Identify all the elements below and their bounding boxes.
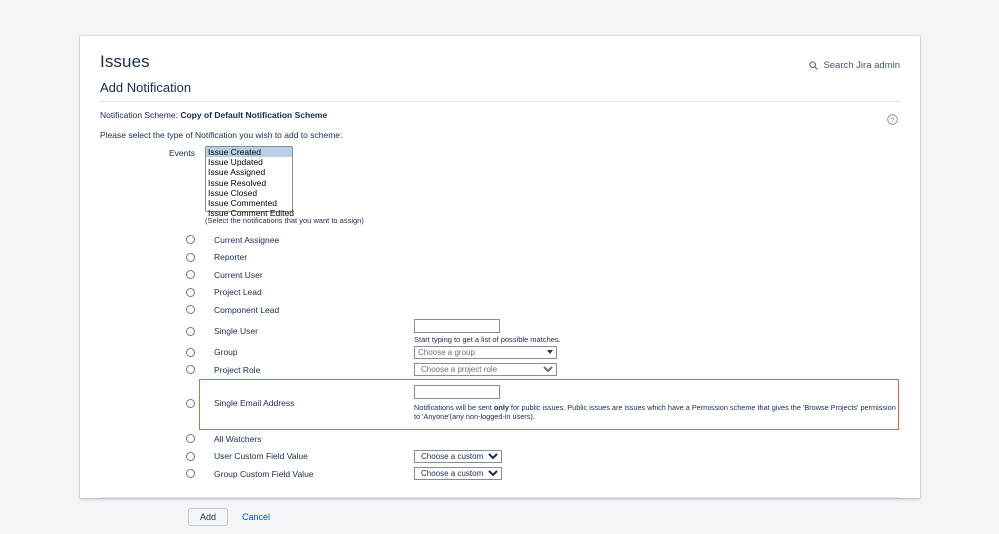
group-select[interactable]: [414, 346, 557, 359]
events-option[interactable]: [206, 198, 292, 208]
events-multiselect[interactable]: [205, 146, 293, 212]
email-desc-after: for public issues. Public issues are issues which have a Permission scheme that gives the 'Browse Projects' permission to 'Anyone'(any non-logged-in users).: [414, 402, 896, 422]
email-desc-before: Notifications will be sent: [414, 402, 494, 412]
recipient-label: Current Assignee: [214, 234, 280, 245]
single-email-address-description: [414, 403, 900, 423]
recipient-label: Group Custom Field Value: [214, 468, 314, 479]
radio-project-lead[interactable]: [186, 288, 195, 297]
radio-group[interactable]: [186, 348, 195, 357]
radio-all-watchers[interactable]: [186, 434, 195, 443]
events-option[interactable]: [206, 188, 292, 198]
add-notification-form: [80, 146, 920, 483]
recipient-label: All Watchers: [214, 433, 262, 444]
notification-scheme-line: [80, 102, 920, 120]
svg-text:?: ?: [890, 116, 895, 124]
user-custom-field-select[interactable]: [414, 450, 502, 463]
search-jira-admin[interactable]: [809, 60, 900, 71]
recipient-row-project-lead[interactable]: [100, 284, 900, 302]
form-footer: [80, 498, 920, 526]
recipient-label: Single Email Address: [214, 398, 295, 409]
radio-reporter[interactable]: [186, 253, 195, 262]
recipient-label: Component Lead: [214, 304, 280, 315]
radio-current-assignee[interactable]: [186, 235, 195, 244]
events-option[interactable]: [206, 167, 292, 177]
recipient-row-group[interactable]: [100, 344, 900, 362]
notification-scheme-value: Copy of Default Notification Scheme: [180, 110, 328, 120]
events-row: [100, 146, 900, 225]
recipient-label: Project Lead: [214, 287, 262, 298]
single-email-address-block: [100, 379, 900, 431]
radio-current-user[interactable]: [186, 270, 195, 279]
page-title: Issues: [100, 52, 150, 71]
recipient-row-current-user[interactable]: [100, 266, 900, 284]
recipient-options: [100, 231, 900, 483]
project-role-select[interactable]: [414, 363, 557, 376]
recipient-label: Current User: [214, 269, 263, 280]
single-user-input[interactable]: [414, 319, 500, 333]
radio-project-role[interactable]: [186, 365, 195, 374]
radio-single-email-address[interactable]: [186, 399, 195, 408]
add-button[interactable]: Add: [188, 508, 228, 526]
notification-scheme-label: Notification Scheme:: [100, 110, 178, 120]
radio-group-custom-field-value[interactable]: [186, 469, 195, 478]
events-label: Events: [169, 148, 195, 158]
admin-page-panel: [80, 36, 920, 522]
instruction-text: Please select the type of Notification you wish to add to scheme:: [100, 130, 343, 140]
events-option[interactable]: [206, 178, 292, 188]
recipient-row-current-assignee[interactable]: [100, 231, 900, 249]
events-option[interactable]: [206, 147, 292, 157]
recipient-row-all-watchers[interactable]: [100, 430, 900, 448]
page-header: [80, 36, 920, 72]
search-icon: [809, 61, 818, 70]
recipient-label: User Custom Field Value: [214, 451, 308, 462]
recipient-row-component-lead[interactable]: [100, 301, 900, 319]
recipient-row-project-role[interactable]: [100, 361, 900, 379]
radio-single-user[interactable]: [186, 327, 195, 336]
recipient-label: Group: [214, 347, 238, 358]
recipient-label: Single User: [214, 326, 258, 336]
single-user-hint: Start typing to get a list of possible matches.: [414, 334, 561, 344]
single-email-address-input[interactable]: [414, 385, 500, 399]
help-circle-icon[interactable]: [887, 112, 898, 130]
recipient-row-single-user[interactable]: [100, 319, 900, 344]
events-hint: (Select the notifications that you want to assign): [205, 216, 364, 225]
radio-user-custom-field-value[interactable]: [186, 452, 195, 461]
search-jira-admin-label: Search Jira admin: [823, 60, 900, 71]
recipient-label: Project Role: [214, 364, 261, 375]
recipient-row-reporter[interactable]: [100, 249, 900, 267]
cancel-link[interactable]: Cancel: [242, 511, 271, 522]
radio-component-lead[interactable]: [186, 305, 195, 314]
recipient-row-single-email-address[interactable]: [100, 385, 900, 423]
events-option[interactable]: [206, 157, 292, 167]
email-desc-bold: only: [493, 402, 509, 412]
recipient-row-user-custom-field-value[interactable]: [100, 448, 900, 466]
chevron-down-icon: [547, 350, 553, 354]
recipient-label: Reporter: [214, 252, 248, 263]
group-custom-field-select[interactable]: [414, 467, 502, 480]
section-heading: Add Notification: [100, 80, 192, 95]
group-select-value: Choose a group: [418, 347, 475, 357]
recipient-row-group-custom-field-value[interactable]: [100, 465, 900, 483]
